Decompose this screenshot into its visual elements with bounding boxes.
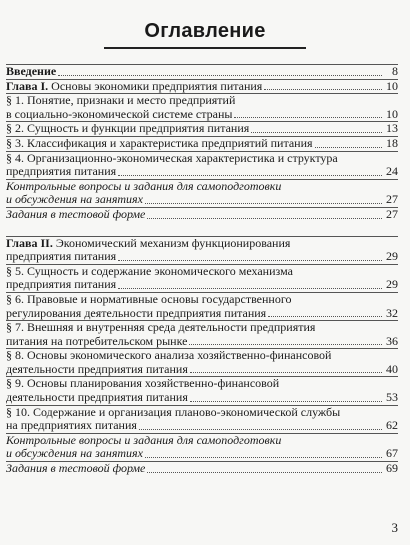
dot-leader [58,75,382,76]
toc-page-number: 29 [386,277,398,292]
toc-entry-text: § 10. Содержание и организация планово-экономической службы [6,405,341,419]
toc-entry[interactable] [6,376,398,404]
toc-entry[interactable] [6,121,398,136]
toc-entry-text: в социально-экономической системе страны [6,107,233,121]
toc-entry-text: § 7. Внешняя и внутренняя среда деятельности предприятия [6,321,316,335]
toc-entry-text: предприятия питания [6,250,117,264]
toc-entry[interactable] [6,264,398,292]
toc-page-number: 24 [386,164,398,179]
page-number: 3 [391,520,398,535]
chapter-label: Глава I. [6,79,49,93]
toc-entry-text [6,237,290,251]
toc-entry[interactable] [6,93,398,121]
toc-page-number: 53 [386,390,398,405]
toc-entry-text: § 3. Классификация и характеристика предприятий питания [6,136,313,150]
toc-page-number: 40 [386,361,398,376]
toc-entry[interactable] [6,64,398,79]
dot-leader [251,132,382,133]
table-of-contents [6,64,398,476]
toc-entry-text: деятельности предприятия питания [6,391,188,405]
toc-entry[interactable] [6,136,398,151]
toc-entry[interactable] [6,179,398,207]
toc-entry[interactable] [6,433,398,461]
dot-leader [268,316,382,317]
toc-entry-text: § 5. Сущность и содержание экономического механизма [6,264,293,278]
toc-entry-text: Контрольные вопросы и задания для самоподготовки [6,433,282,447]
toc-entry-text: питания на потребительском рынке [6,334,188,348]
title-underline [104,47,306,49]
dot-leader [189,344,382,345]
dot-leader [147,472,382,473]
toc-entry[interactable] [6,405,398,433]
toc-page-number: 32 [386,305,398,320]
chapter-title: Основы экономики предприятия питания [48,79,263,93]
toc-page-number: 62 [386,418,398,433]
toc-entry-text: Контрольные вопросы и задания для самоподготовки [6,179,282,193]
page-title: Оглавление [144,20,266,42]
toc-entry-text: предприятия питания [6,165,117,179]
toc-page-number: 10 [386,78,398,93]
toc-entry-text: предприятия питания [6,278,117,292]
dot-leader [118,288,382,289]
toc-page-number: 8 [392,64,398,78]
dot-leader [190,372,382,373]
toc-entry-text: на предприятиях питания [6,419,137,433]
toc-page-number: 18 [386,135,398,150]
dot-leader [118,260,382,261]
chapter-title: Экономический механизм функционирования [52,236,291,250]
toc-entry-text: § 1. Понятие, признаки и место предприятий [6,94,236,108]
toc-page-number: 10 [386,106,398,121]
toc-entry[interactable] [6,236,398,264]
toc-entry[interactable] [6,207,398,222]
toc-page-number: 67 [386,446,398,461]
dot-leader [145,203,382,204]
dot-leader [118,175,382,176]
dot-leader [190,401,382,402]
toc-entry[interactable] [6,461,398,476]
toc-entry-text: § 8. Основы экономического анализа хозяйственно-финансовой [6,349,332,363]
dot-leader [264,89,382,90]
toc-entry-text: § 6. Правовые и нормативные основы государственного [6,292,292,306]
toc-entry-text: и обсуждения на занятиях [6,193,143,207]
dot-leader [234,117,382,118]
dot-leader [145,457,382,458]
toc-entry[interactable] [6,348,398,376]
toc-page-number: 36 [386,333,398,348]
toc-page-number: 13 [386,121,398,136]
toc-page-number: 69 [386,461,398,476]
dot-leader [139,429,382,430]
toc-entry-text: регулирования деятельности предприятия питания [6,306,267,320]
toc-entry-text: § 2. Сущность и функции предприятия питания [6,122,250,136]
toc-entry-text: § 9. Основы планирования хозяйственно-финансовой [6,377,280,391]
toc-entry-text: Введение [6,65,57,78]
toc-entry-text: Задания в тестовой форме [6,207,146,221]
toc-entry[interactable] [6,79,398,94]
chapter-label: Глава II. [6,236,53,250]
toc-page-number: 27 [386,192,398,207]
toc-entry-text: и обсуждения на занятиях [6,447,143,461]
toc-entry-text [6,80,262,94]
toc-entry-text: § 4. Организационно-экономическая характеристика и структура [6,151,338,165]
dot-leader [147,218,382,219]
toc-page-number: 29 [386,249,398,264]
toc-entry-text: деятельности предприятия питания [6,362,188,376]
toc-entry[interactable] [6,292,398,320]
toc-entry[interactable] [6,320,398,348]
dot-leader [315,147,382,148]
chapter-gap [6,222,398,236]
toc-page-number: 27 [386,206,398,221]
toc-entry-text: Задания в тестовой форме [6,462,146,476]
toc-entry[interactable] [6,151,398,179]
